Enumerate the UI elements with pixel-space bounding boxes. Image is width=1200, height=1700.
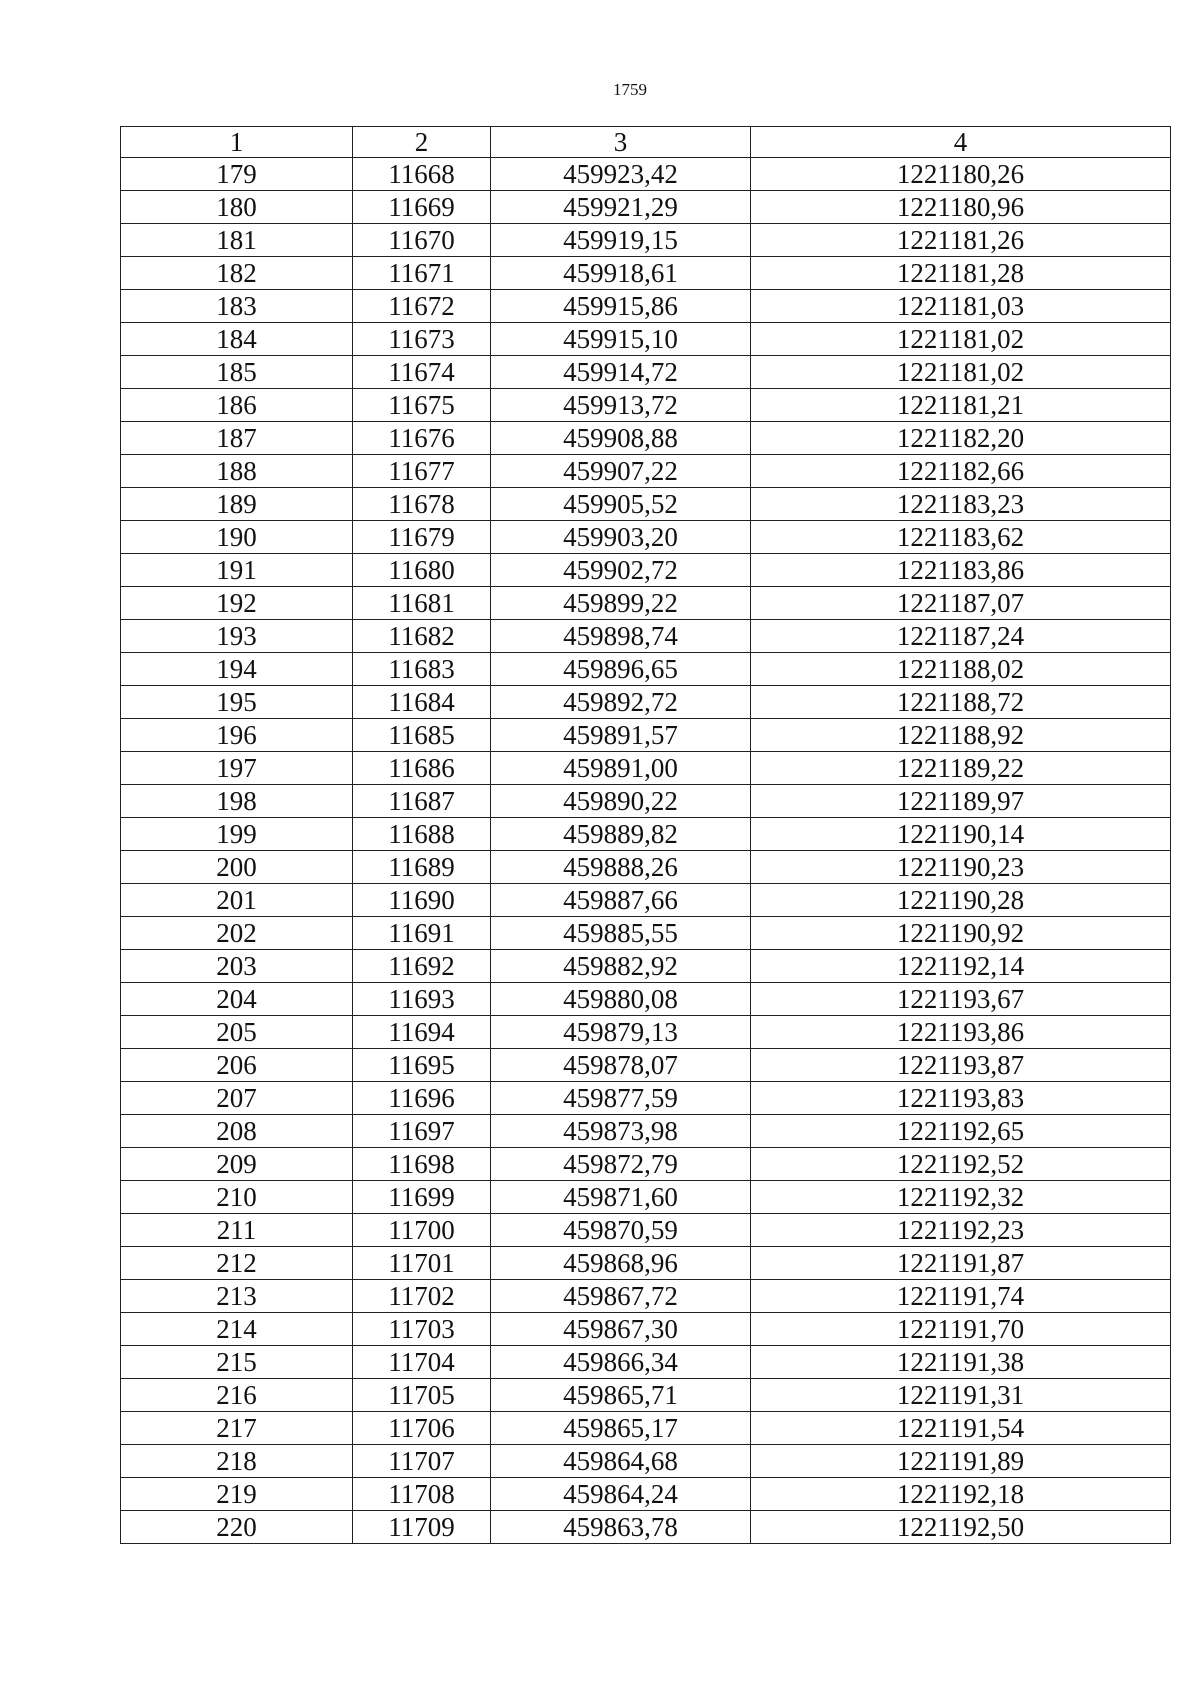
table-cell-col-2: 11709 [353,1511,491,1544]
table-cell-col-3: 459863,78 [491,1511,751,1544]
table-cell-col-4: 1221180,96 [751,191,1171,224]
table-cell-col-1: 212 [121,1247,353,1280]
table-cell-col-4: 1221181,02 [751,323,1171,356]
table-cell-col-2: 11693 [353,983,491,1016]
table-cell-col-3: 459899,22 [491,587,751,620]
table-cell-col-1: 187 [121,422,353,455]
table-cell-col-2: 11690 [353,884,491,917]
table-cell-col-4: 1221183,23 [751,488,1171,521]
table-cell-col-2: 11674 [353,356,491,389]
table-cell-col-4: 1221193,86 [751,1016,1171,1049]
table-cell-col-2: 11701 [353,1247,491,1280]
table-cell-col-1: 210 [121,1181,353,1214]
table-cell-col-4: 1221191,54 [751,1412,1171,1445]
table-cell-col-4: 1221193,83 [751,1082,1171,1115]
table-cell-col-2: 11706 [353,1412,491,1445]
table-row [121,884,1171,917]
table-cell-col-1: 185 [121,356,353,389]
table-cell-col-1: 220 [121,1511,353,1544]
table-row [121,950,1171,983]
table-row [121,1148,1171,1181]
table-cell-col-3: 459898,74 [491,620,751,653]
table-cell-col-1: 214 [121,1313,353,1346]
table-cell-col-2: 11699 [353,1181,491,1214]
table-cell-col-4: 1221192,50 [751,1511,1171,1544]
table-cell-col-4: 1221187,24 [751,620,1171,653]
table-cell-col-3: 459889,82 [491,818,751,851]
table-row [121,1082,1171,1115]
table-cell-col-2: 11677 [353,455,491,488]
table-cell-col-2: 11673 [353,323,491,356]
table-cell-col-1: 197 [121,752,353,785]
table-row [121,1049,1171,1082]
table-cell-col-3: 459923,42 [491,158,751,191]
table-cell-col-4: 1221192,14 [751,950,1171,983]
table-cell-col-2: 11672 [353,290,491,323]
table-cell-col-4: 1221181,28 [751,257,1171,290]
table-row [121,1313,1171,1346]
table-row [121,422,1171,455]
table-cell-col-3: 459921,29 [491,191,751,224]
table-cell-col-2: 11683 [353,653,491,686]
table-cell-col-4: 1221182,20 [751,422,1171,455]
table-cell-col-2: 11671 [353,257,491,290]
table-cell-col-3: 459872,79 [491,1148,751,1181]
table-row [121,554,1171,587]
table-row [121,290,1171,323]
table-cell-col-3: 459888,26 [491,851,751,884]
table-cell-col-1: 202 [121,917,353,950]
table-cell-col-1: 189 [121,488,353,521]
table-cell-col-4: 1221191,31 [751,1379,1171,1412]
table-cell-col-4: 1221193,67 [751,983,1171,1016]
table-cell-col-3: 459915,10 [491,323,751,356]
table-cell-col-3: 459871,60 [491,1181,751,1214]
table-cell-col-1: 198 [121,785,353,818]
coordinates-table [120,126,1171,1544]
table-cell-col-1: 203 [121,950,353,983]
table-cell-col-2: 11687 [353,785,491,818]
table-cell-col-4: 1221192,65 [751,1115,1171,1148]
table-row [121,752,1171,785]
table-cell-col-2: 11705 [353,1379,491,1412]
table-cell-col-3: 459890,22 [491,785,751,818]
table-cell-col-2: 11669 [353,191,491,224]
table-cell-col-2: 11670 [353,224,491,257]
table-cell-col-3: 459885,55 [491,917,751,950]
table-cell-col-1: 211 [121,1214,353,1247]
table-cell-col-4: 1221183,62 [751,521,1171,554]
table-cell-col-3: 459891,57 [491,719,751,752]
table-row [121,1247,1171,1280]
table-row [121,851,1171,884]
table-cell-col-1: 207 [121,1082,353,1115]
table-row [121,620,1171,653]
table-cell-col-4: 1221190,23 [751,851,1171,884]
table-cell-col-4: 1221188,02 [751,653,1171,686]
table-cell-col-1: 218 [121,1445,353,1478]
table-cell-col-2: 11700 [353,1214,491,1247]
table-cell-col-3: 459882,92 [491,950,751,983]
table-row [121,1181,1171,1214]
table-cell-col-2: 11680 [353,554,491,587]
table-cell-col-4: 1221189,22 [751,752,1171,785]
table-row [121,323,1171,356]
table-cell-col-3: 459866,34 [491,1346,751,1379]
table-cell-col-2: 11694 [353,1016,491,1049]
table-cell-col-2: 11678 [353,488,491,521]
table-cell-col-4: 1221191,74 [751,1280,1171,1313]
table-cell-col-2: 11695 [353,1049,491,1082]
table-cell-col-1: 192 [121,587,353,620]
table-cell-col-3: 459892,72 [491,686,751,719]
table-cell-col-2: 11696 [353,1082,491,1115]
table-cell-col-4: 1221190,28 [751,884,1171,917]
page-number: 1759 [613,80,647,99]
table-row [121,917,1171,950]
table-cell-col-2: 11682 [353,620,491,653]
table-cell-col-2: 11703 [353,1313,491,1346]
table-cell-col-1: 195 [121,686,353,719]
table-cell-col-2: 11688 [353,818,491,851]
table-cell-col-3: 459864,68 [491,1445,751,1478]
table-row [121,653,1171,686]
table-row [121,1478,1171,1511]
column-header-3: 3 [491,127,751,158]
table-cell-col-1: 191 [121,554,353,587]
table-row [121,1511,1171,1544]
table-cell-col-2: 11685 [353,719,491,752]
table-cell-col-2: 11692 [353,950,491,983]
table-row [121,488,1171,521]
table-cell-col-2: 11689 [353,851,491,884]
table-cell-col-4: 1221192,32 [751,1181,1171,1214]
table-body [121,158,1171,1544]
table-cell-col-3: 459902,72 [491,554,751,587]
table-cell-col-3: 459867,30 [491,1313,751,1346]
table-row [121,191,1171,224]
table-cell-col-2: 11676 [353,422,491,455]
table-row [121,818,1171,851]
table-row [121,224,1171,257]
table-cell-col-4: 1221192,18 [751,1478,1171,1511]
table-cell-col-2: 11708 [353,1478,491,1511]
table-cell-col-4: 1221188,72 [751,686,1171,719]
table-cell-col-1: 213 [121,1280,353,1313]
table-cell-col-2: 11681 [353,587,491,620]
table-cell-col-2: 11691 [353,917,491,950]
table-cell-col-1: 209 [121,1148,353,1181]
column-header-1: 1 [121,127,353,158]
table-cell-col-1: 219 [121,1478,353,1511]
table-cell-col-3: 459868,96 [491,1247,751,1280]
table-cell-col-4: 1221187,07 [751,587,1171,620]
table-cell-col-4: 1221192,52 [751,1148,1171,1181]
table-cell-col-1: 216 [121,1379,353,1412]
table-cell-col-3: 459867,72 [491,1280,751,1313]
table-cell-col-3: 459880,08 [491,983,751,1016]
table-cell-col-4: 1221181,21 [751,389,1171,422]
table-row [121,521,1171,554]
table-cell-col-3: 459887,66 [491,884,751,917]
table-cell-col-1: 200 [121,851,353,884]
table-cell-col-1: 206 [121,1049,353,1082]
table-cell-col-4: 1221192,23 [751,1214,1171,1247]
table-row [121,1412,1171,1445]
table-cell-col-4: 1221188,92 [751,719,1171,752]
table-cell-col-3: 459914,72 [491,356,751,389]
table-cell-col-1: 183 [121,290,353,323]
table-cell-col-1: 194 [121,653,353,686]
table-cell-col-3: 459896,65 [491,653,751,686]
table-cell-col-1: 181 [121,224,353,257]
table-cell-col-3: 459919,15 [491,224,751,257]
column-header-4: 4 [751,127,1171,158]
table-row [121,719,1171,752]
table-row [121,356,1171,389]
table-cell-col-4: 1221183,86 [751,554,1171,587]
table-row [121,1445,1171,1478]
table-cell-col-3: 459878,07 [491,1049,751,1082]
table-cell-col-4: 1221180,26 [751,158,1171,191]
table-cell-col-4: 1221190,92 [751,917,1171,950]
table-row [121,686,1171,719]
table-cell-col-3: 459877,59 [491,1082,751,1115]
table-cell-col-1: 215 [121,1346,353,1379]
table-row [121,1346,1171,1379]
table-row [121,257,1171,290]
table-cell-col-4: 1221181,26 [751,224,1171,257]
table-row [121,158,1171,191]
table-cell-col-4: 1221181,03 [751,290,1171,323]
table-cell-col-4: 1221190,14 [751,818,1171,851]
table-row [121,587,1171,620]
table-cell-col-3: 459891,00 [491,752,751,785]
table-cell-col-4: 1221191,89 [751,1445,1171,1478]
table-cell-col-2: 11679 [353,521,491,554]
table-cell-col-1: 180 [121,191,353,224]
table-cell-col-2: 11684 [353,686,491,719]
table-header-row [121,127,1171,158]
table-row [121,785,1171,818]
table-cell-col-3: 459873,98 [491,1115,751,1148]
table-cell-col-1: 217 [121,1412,353,1445]
table-cell-col-1: 196 [121,719,353,752]
table-row [121,1280,1171,1313]
table-cell-col-1: 201 [121,884,353,917]
table-cell-col-1: 184 [121,323,353,356]
table-cell-col-2: 11697 [353,1115,491,1148]
table-cell-col-1: 179 [121,158,353,191]
table-cell-col-4: 1221191,70 [751,1313,1171,1346]
column-header-2: 2 [353,127,491,158]
table-cell-col-4: 1221193,87 [751,1049,1171,1082]
table-cell-col-2: 11707 [353,1445,491,1478]
table-row [121,1214,1171,1247]
table-row [121,1379,1171,1412]
table-cell-col-4: 1221191,87 [751,1247,1171,1280]
table-row [121,1115,1171,1148]
table-cell-col-1: 208 [121,1115,353,1148]
table-cell-col-1: 186 [121,389,353,422]
table-cell-col-1: 205 [121,1016,353,1049]
table-cell-col-3: 459913,72 [491,389,751,422]
table-cell-col-3: 459903,20 [491,521,751,554]
table-cell-col-2: 11686 [353,752,491,785]
table-cell-col-3: 459879,13 [491,1016,751,1049]
table-cell-col-4: 1221191,38 [751,1346,1171,1379]
table-cell-col-3: 459915,86 [491,290,751,323]
table-cell-col-1: 188 [121,455,353,488]
table-row [121,1016,1171,1049]
table-row [121,389,1171,422]
table-cell-col-3: 459908,88 [491,422,751,455]
table-cell-col-2: 11698 [353,1148,491,1181]
table-cell-col-4: 1221182,66 [751,455,1171,488]
table-cell-col-3: 459864,24 [491,1478,751,1511]
table-cell-col-3: 459918,61 [491,257,751,290]
table-cell-col-3: 459907,22 [491,455,751,488]
table-cell-col-3: 459865,17 [491,1412,751,1445]
table-cell-col-3: 459870,59 [491,1214,751,1247]
table-cell-col-1: 199 [121,818,353,851]
table-cell-col-1: 190 [121,521,353,554]
table-cell-col-2: 11675 [353,389,491,422]
table-cell-col-2: 11702 [353,1280,491,1313]
table-row [121,983,1171,1016]
table-cell-col-1: 182 [121,257,353,290]
table-cell-col-1: 193 [121,620,353,653]
table-cell-col-2: 11668 [353,158,491,191]
table-cell-col-3: 459905,52 [491,488,751,521]
table-cell-col-1: 204 [121,983,353,1016]
table-cell-col-2: 11704 [353,1346,491,1379]
table-cell-col-3: 459865,71 [491,1379,751,1412]
table-cell-col-4: 1221181,02 [751,356,1171,389]
table-cell-col-4: 1221189,97 [751,785,1171,818]
table-row [121,455,1171,488]
